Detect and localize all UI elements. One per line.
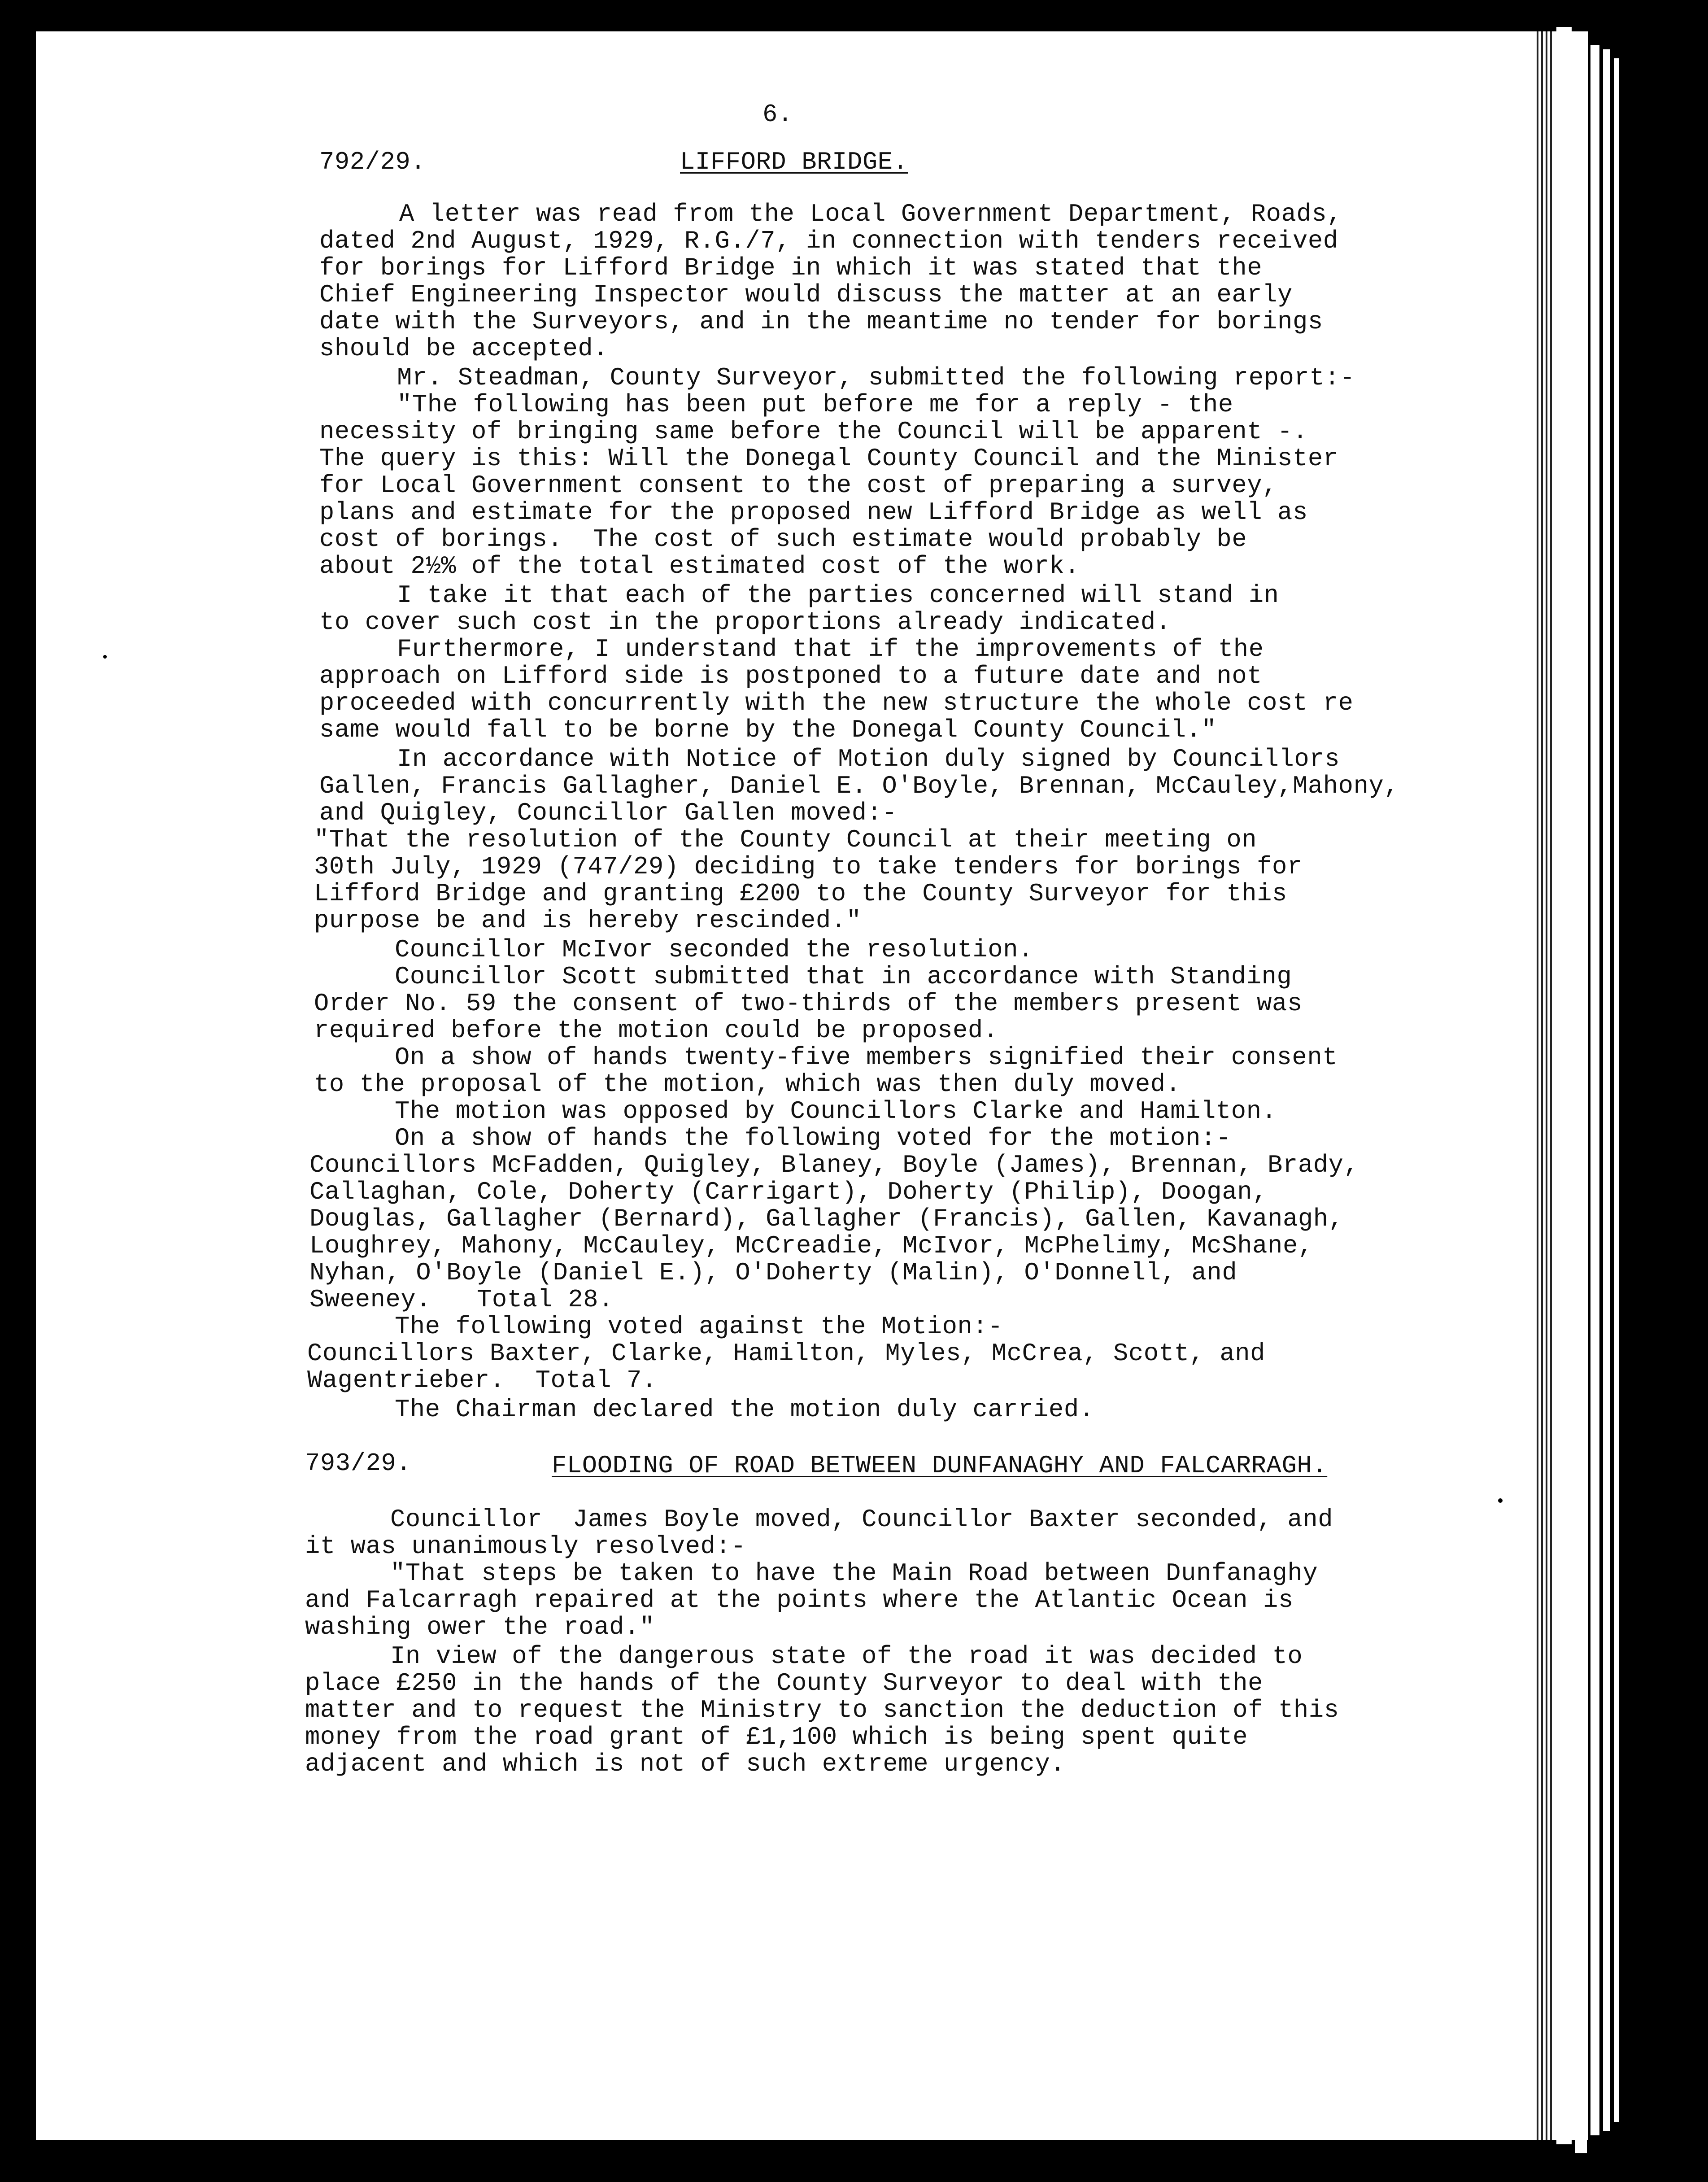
text-line: Order No. 59 the consent of two-thirds of the members present was [314, 990, 1303, 1018]
text-line: The Chairman declared the motion duly carried. [395, 1396, 1094, 1424]
text-line: Chief Engineering Inspector would discuss the matter at an early [319, 281, 1293, 309]
text-line: to cover such cost in the proportions already indicated. [319, 608, 1171, 637]
text-line: Sweeney. Total 28. [309, 1286, 614, 1314]
text-line: "The following has been put before me for a reply - the [397, 391, 1233, 419]
ink-speck [1498, 1498, 1503, 1503]
text-line: "That the resolution of the County Council at their meeting on [314, 826, 1257, 854]
text-line: Mr. Steadman, County Surveyor, submitted the following report:- [397, 364, 1355, 392]
text-line: Councillor McIvor seconded the resolution. [395, 936, 1034, 964]
text-line: 30th July, 1929 (747/29) deciding to take tenders for borings for [314, 853, 1303, 881]
page-edge [1614, 58, 1619, 2122]
text-line: place £250 in the hands of the County Surveyor to deal with the [305, 1669, 1264, 1698]
text-line: dated 2nd August, 1929, R.G./7, in connection with tenders received [319, 227, 1338, 255]
text-line: On a show of hands twenty-five members signified their consent [395, 1043, 1338, 1072]
text-line: and Falcarragh repaired at the points where the Atlantic Ocean is [305, 1586, 1294, 1615]
text-line: The query is this: Will the Donegal County Council and the Minister [319, 445, 1338, 473]
text-line: In view of the dangerous state of the road it was decided to [390, 1642, 1303, 1671]
text-line: Wagentrieber. Total 7. [307, 1366, 657, 1395]
text-line: Councillors McFadden, Quigley, Blaney, Boyle (James), Brennan, Brady, [309, 1151, 1359, 1179]
text-line: necessity of bringing same before the Council will be apparent -. [319, 418, 1308, 446]
text-line: date with the Surveyors, and in the meantime no tender for borings [319, 308, 1323, 336]
text-line: Councillors Baxter, Clarke, Hamilton, Myles, McCrea, Scott, and [307, 1340, 1266, 1368]
text-line: required before the motion could be proposed. [314, 1017, 998, 1045]
section-title: FLOODING OF ROAD BETWEEN DUNFANAGHY AND FALCARRAGH. [552, 1452, 1328, 1480]
text-line: Councillor Scott submitted that in accordance with Standing [395, 963, 1292, 991]
section-ref: 793/29. [305, 1449, 412, 1478]
text-line: matter and to request the Ministry to sanction the deduction of this [305, 1696, 1339, 1724]
page-edge [1556, 27, 1572, 2144]
text-line: The following voted against the Motion:- [395, 1313, 1003, 1341]
text-line: adjacent and which is not of such extreme urgency. [305, 1750, 1066, 1778]
binding-shadow [1534, 31, 1552, 2140]
text-line: Councillor James Boyle moved, Councillor Baxter seconded, and [390, 1506, 1333, 1534]
text-line: to the proposal of the motion, which was then duly moved. [314, 1070, 1181, 1099]
section-ref: 792/29. [319, 148, 426, 176]
page-edge [1603, 49, 1610, 2131]
text-line: should be accepted. [319, 335, 609, 363]
text-line: Douglas, Gallagher (Bernard), Gallagher (Francis), Gallen, Kavanagh, [309, 1205, 1344, 1233]
text-line: money from the road grant of £1,100 which is being spent quite [305, 1723, 1248, 1751]
page-edge [1590, 45, 1599, 2135]
text-line: same would fall to be borne by the Donegal County Council." [319, 716, 1217, 744]
text-line: A letter was read from the Local Government Department, Roads, [399, 200, 1342, 228]
text-line: Gallen, Francis Gallagher, Daniel E. O'Boyle, Brennan, McCauley,Mahony, [319, 772, 1399, 800]
page-edge [1575, 36, 1587, 2153]
text-line: purpose be and is hereby rescinded." [314, 907, 862, 935]
text-line: and Quigley, Councillor Gallen moved:- [319, 799, 898, 827]
text-line: approach on Lifford side is postponed to a future date and not [319, 662, 1263, 690]
text-line: In accordance with Notice of Motion duly signed by Councillors [397, 745, 1340, 773]
page-number: 6. [762, 100, 793, 129]
text-line: washing ower the road." [305, 1613, 655, 1641]
text-line: I take it that each of the parties concerned will stand in [397, 581, 1279, 610]
section-title: LIFFORD BRIDGE. [680, 148, 908, 176]
ink-speck [103, 655, 107, 659]
text-line: Lifford Bridge and granting £200 to the County Surveyor for this [314, 880, 1287, 908]
text-line: about 2½% of the total estimated cost of the work. [319, 552, 1080, 580]
text-line: The motion was opposed by Councillors Clarke and Hamilton. [395, 1097, 1277, 1126]
text-line: "That steps be taken to have the Main Road between Dunfanaghy [390, 1559, 1318, 1588]
text-line: cost of borings. The cost of such estimate would probably be [319, 525, 1247, 554]
text-line: it was unanimously resolved:- [305, 1532, 746, 1561]
text-line: Callaghan, Cole, Doherty (Carrigart), Doherty (Philip), Doogan, [309, 1178, 1268, 1206]
text-line: for borings for Lifford Bridge in which it was stated that the [319, 254, 1263, 282]
text-line: proceeded with concurrently with the new structure the whole cost re [319, 689, 1354, 717]
text-line: plans and estimate for the proposed new Lifford Bridge as well as [319, 498, 1308, 527]
text-line: Nyhan, O'Boyle (Daniel E.), O'Doherty (Malin), O'Donnell, and [309, 1259, 1237, 1287]
text-line: On a show of hands the following voted for the motion:- [395, 1124, 1231, 1152]
text-line: Furthermore, I understand that if the improvements of the [397, 635, 1264, 663]
text-line: Loughrey, Mahony, McCauley, McCreadie, McIvor, McPhelimy, McShane, [309, 1232, 1313, 1260]
text-line: for Local Government consent to the cost of preparing a survey, [319, 471, 1278, 500]
